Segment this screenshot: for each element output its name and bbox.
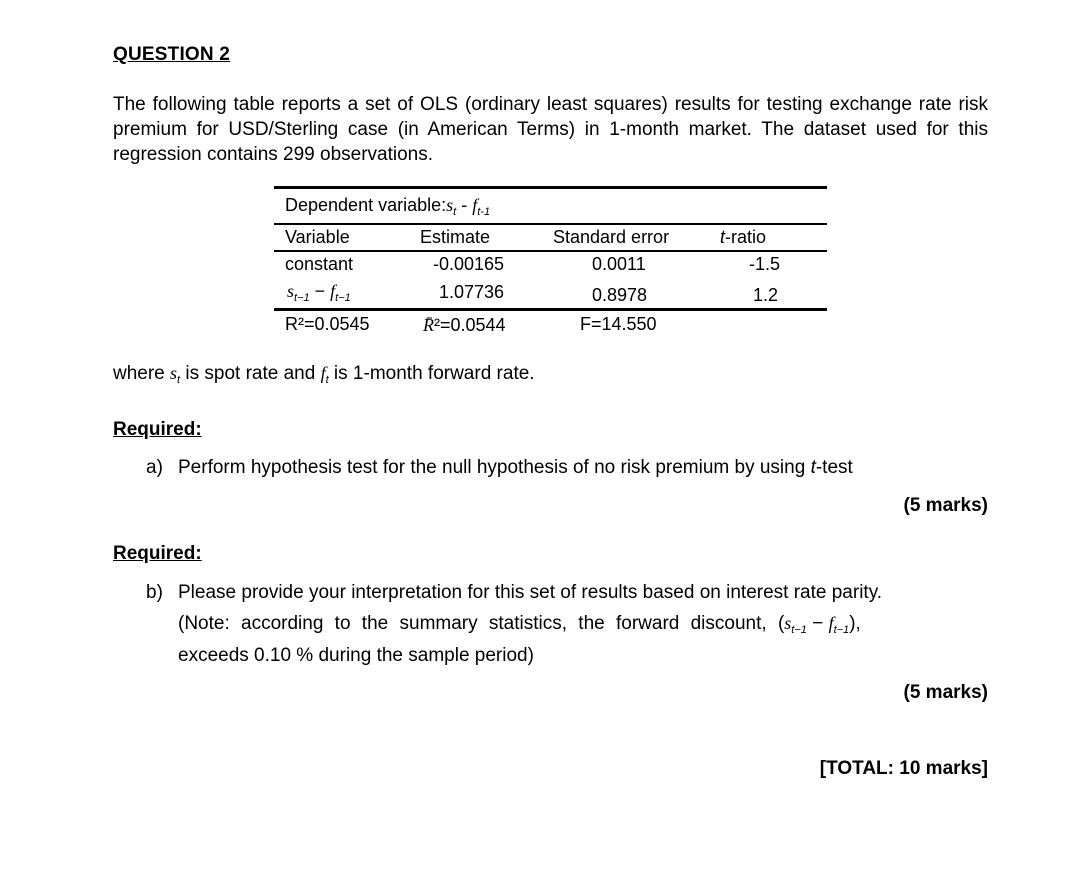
part-a-text: Perform hypothesis test for the null hypothesis of no risk premium by using t-test xyxy=(178,457,853,478)
table-top-rule xyxy=(274,186,827,189)
table-subheader-rule xyxy=(274,250,827,252)
dependent-variable-label: Dependent variable: xyxy=(285,195,447,215)
header-estimate: Estimate xyxy=(420,227,491,247)
stat-adjusted-r-squared: R̄²=0.0544 xyxy=(423,315,506,335)
stat-f-statistic: F=14.550 xyxy=(580,314,657,334)
row-lagged-discount-estimate: 1.07736 xyxy=(439,282,505,302)
part-b-line2: (Note: according to the summary statistics, the forward discount, $(s_{t-1} - f_{t-1})$, xyxy=(178,613,861,636)
row-constant-std-error: 0.0011 xyxy=(592,254,646,274)
part-a-letter: a) xyxy=(146,457,163,478)
dep-minus: - xyxy=(456,195,473,215)
stat-r-squared: R²=0.0545 xyxy=(285,314,370,334)
header-variable: Variable xyxy=(285,227,350,247)
total-marks: [TOTAL: 10 marks] xyxy=(819,758,988,779)
header-std-error: Standard error xyxy=(553,227,670,247)
dep-s-subscript: t xyxy=(453,206,457,218)
question-title: QUESTION 2 xyxy=(113,44,231,65)
dep-s-symbol: s xyxy=(446,195,454,215)
table-header-rule xyxy=(274,223,827,225)
part-b-line1: Please provide your interpretation for this set of results based on interest rate parity. xyxy=(178,582,883,603)
part-b-marks: (5 marks) xyxy=(903,682,988,703)
row-lagged-discount-std-error: 0.8978 xyxy=(592,285,648,305)
row-constant-estimate: -0.00165 xyxy=(433,254,505,274)
part-b-letter: b) xyxy=(146,582,163,603)
regression-table xyxy=(274,186,827,312)
part-a-marks: (5 marks) xyxy=(903,495,988,516)
row-constant-t-ratio: -1.5 xyxy=(749,254,781,274)
part-b-line3: exceeds 0.10 % during the sample period) xyxy=(178,645,534,666)
row-lagged-discount-variable: $s_{t-1} - f_{t-1}$ xyxy=(287,281,351,304)
dep-f-symbol: f xyxy=(472,195,478,215)
row-constant-variable: constant xyxy=(285,254,354,274)
row-lagged-discount-t-ratio: 1.2 xyxy=(753,285,779,305)
variable-definitions: where $s_t$ is spot rate and $f_t$ is 1-month forward rate. xyxy=(113,363,535,386)
required-heading-a: Required: xyxy=(113,419,202,440)
question-intro: The following table reports a set of OLS (ordinary least squares) results for testing exchange rate risk premium for USD/Sterling case (in American Terms) in 1-month market. The dataset used for this regression contains 299 observations. xyxy=(113,94,988,165)
table-bottom-rule xyxy=(274,308,827,311)
required-heading-b: Required: xyxy=(113,543,202,564)
header-t-ratio: t-ratio xyxy=(720,227,767,247)
dep-f-subscript: t-1 xyxy=(477,206,491,218)
dependent-variable-row xyxy=(285,195,490,218)
